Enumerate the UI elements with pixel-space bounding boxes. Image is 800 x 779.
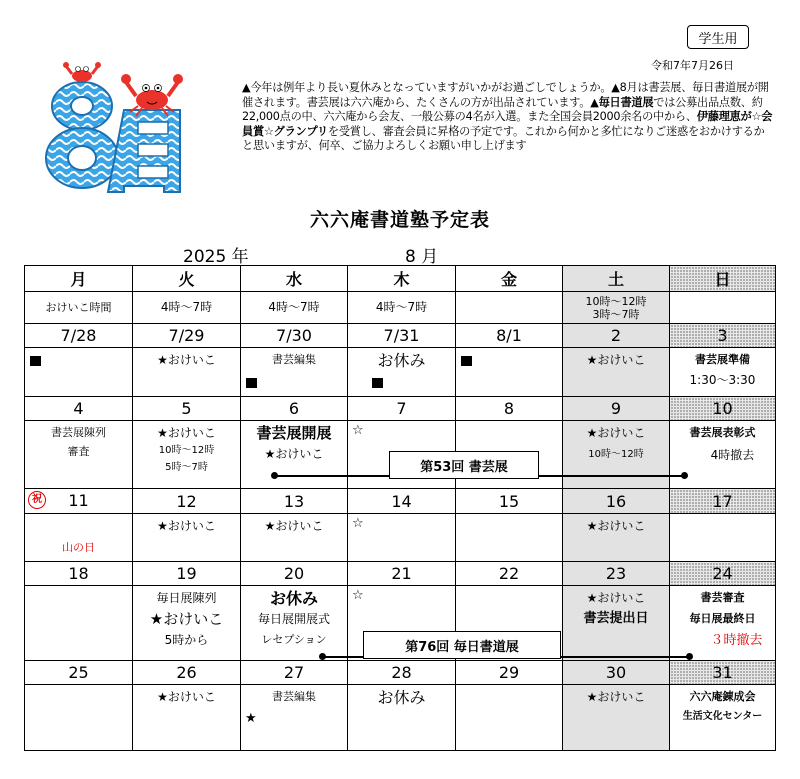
lesson-time-thu: 4時～7時	[375, 300, 428, 314]
weekday-header-row	[25, 266, 776, 292]
student-badge: 学生用	[687, 25, 749, 49]
event-time: 10時～12時	[588, 449, 644, 460]
lesson-time-sat-pm: 3時～7時	[592, 307, 640, 321]
event-text: ★おけいこ	[157, 353, 216, 367]
date-cell: 28	[348, 661, 456, 685]
event-time: 4時撤去	[710, 448, 755, 462]
month-label: 8 月	[405, 247, 439, 267]
schedule-calendar	[24, 265, 776, 751]
star-marker: ★	[245, 711, 257, 726]
date-cell: 7/29	[133, 324, 241, 348]
date-cell: 3	[670, 324, 776, 348]
event-text: ★おけいこ	[264, 447, 324, 461]
date-cell: 19	[133, 562, 241, 586]
weekday-thu: 木	[348, 266, 456, 292]
crab-icon-small	[63, 62, 101, 82]
week-5-dates	[25, 661, 776, 685]
event-text: 生活文化センター	[682, 711, 763, 722]
event-text: 書芸展開展	[256, 424, 332, 442]
week-3-events	[25, 514, 776, 562]
event-text: 書芸展準備	[695, 353, 750, 366]
month-kanji-graphic	[108, 110, 180, 192]
notice-paragraph: ▲今年は例年より長い夏休みとなっていますがいかがお過ごしでしょうか。▲8月は書芸展、毎日書道展が開催されます。書芸展は六六庵から、たくさんの方が出品されています。▲毎日書道展では公募出品点数、約22,000点の中、六六庵から会友、一般公募の4名が入選。また全国会員2000余名の中から、伊藤理恵が☆会員賞☆グランプリを受賞し、審査会員に昇格の予定です。これから何かと多忙になりご迷惑をおかけするかと思いますが、何卒、ご協力よろしくお願い申し上げます	[242, 81, 773, 153]
event-time: 5時～7時	[165, 462, 208, 473]
date-cell: 25	[25, 661, 133, 685]
event-text: 書芸提出日	[583, 611, 649, 626]
weekday-mon: 月	[25, 266, 133, 292]
august-logo	[14, 58, 214, 198]
event-text: 毎日展陳列	[156, 591, 217, 605]
weekday-sun: 日	[670, 266, 776, 292]
date-cell: 12	[133, 489, 241, 514]
event-text: ★おけいこ	[586, 591, 646, 605]
event-label-shogeiten: 第53回 書芸展	[389, 451, 539, 479]
event-text: ★おけいこ	[157, 690, 216, 704]
date-cell: 16	[563, 489, 670, 514]
week-3-dates	[25, 489, 776, 514]
date-cell: 2	[563, 324, 670, 348]
weekday-fri: 金	[456, 266, 563, 292]
date-cell: 8	[456, 397, 563, 421]
event-text: 毎日展最終日	[689, 612, 756, 625]
event-text: 毎日展開展式	[257, 612, 330, 626]
date-cell: 17	[670, 489, 776, 514]
week-5-events	[25, 685, 776, 751]
issue-date: 令和7年7月26日	[651, 59, 734, 72]
star-marker: ☆	[352, 423, 364, 438]
star-marker: ☆	[352, 516, 364, 531]
event-bar-end-dot	[686, 653, 693, 660]
date-cell: 30	[563, 661, 670, 685]
date-cell: 22	[456, 562, 563, 586]
event-text: ★おけいこ	[586, 690, 646, 704]
date-cell: 10	[670, 397, 776, 421]
weekday-wed: 水	[241, 266, 348, 292]
event-text: レセプション	[261, 633, 327, 646]
week-1-dates	[25, 324, 776, 348]
lesson-times-label: おけいこ時間	[45, 300, 112, 314]
event-time: ３時撤去	[710, 633, 763, 648]
holiday-name: 山の日	[62, 541, 95, 554]
event-text: ★おけいこ	[264, 519, 324, 533]
date-cell: 7/28	[25, 324, 133, 348]
event-text: 審査	[67, 445, 90, 458]
event-text: ★おけいこ	[586, 519, 646, 533]
lesson-time-fri	[456, 292, 563, 324]
week-4-dates	[25, 562, 776, 586]
event-text: ★おけいこ	[586, 426, 646, 440]
weekday-tue: 火	[133, 266, 241, 292]
date-cell: 23	[563, 562, 670, 586]
week-1-events	[25, 348, 776, 397]
event-time: 10時～12時	[158, 445, 215, 456]
date-cell: 20	[241, 562, 348, 586]
date-cell: 7/30	[241, 324, 348, 348]
event-text: 書芸編集	[272, 690, 316, 703]
event-text: ★おけいこ	[149, 610, 224, 628]
date-cell: 29	[456, 661, 563, 685]
event-text: ★おけいこ	[586, 353, 646, 367]
year-label: 2025 年	[183, 247, 249, 267]
star-marker: ☆	[352, 588, 364, 603]
event-time: 5時から	[164, 633, 209, 647]
date-cell: 27	[241, 661, 348, 685]
week-2-dates	[25, 397, 776, 421]
date-cell: 6	[241, 397, 348, 421]
date-cell: 8/1	[456, 324, 563, 348]
event-text: 書芸展陳列	[51, 426, 106, 439]
lesson-time-wed: 4時～7時	[268, 300, 320, 314]
square-marker	[30, 356, 41, 366]
number-8-graphic	[46, 82, 118, 188]
date-cell: 24	[670, 562, 776, 586]
date-cell: 18	[25, 562, 133, 586]
holiday-mark-icon: 祝	[28, 491, 46, 509]
date-cell: 13	[241, 489, 348, 514]
square-marker	[246, 378, 257, 388]
event-text: お休み	[377, 351, 426, 370]
event-label-mainichi: 第76回 毎日書道展	[363, 631, 561, 659]
date-cell: 9	[563, 397, 670, 421]
date-cell: 5	[133, 397, 241, 421]
event-text: 六六庵錬成会	[689, 690, 756, 703]
date-cell: 7	[348, 397, 456, 421]
event-text: ★おけいこ	[157, 519, 216, 533]
event-bar-end-dot	[681, 472, 688, 479]
date-cell: 11	[68, 491, 89, 510]
weekday-sat: 土	[563, 266, 670, 292]
event-text: お休み	[269, 589, 318, 608]
date-cell: 26	[133, 661, 241, 685]
square-marker	[372, 378, 383, 388]
date-cell: 15	[456, 489, 563, 514]
date-cell: 31	[670, 661, 776, 685]
date-cell: 4	[25, 397, 133, 421]
square-marker	[461, 356, 472, 366]
date-cell: 21	[348, 562, 456, 586]
page-title: 六六庵書道塾予定表	[309, 209, 490, 231]
date-cell: 7/31	[348, 324, 456, 348]
lesson-time-sat-am: 10時～12時	[585, 294, 647, 308]
event-text: 書芸編集	[272, 353, 316, 366]
event-text: ★おけいこ	[157, 426, 216, 440]
date-cell: 14	[348, 489, 456, 514]
event-text: お休み	[377, 688, 426, 707]
event-text: 書芸展表彰式	[689, 426, 756, 439]
lesson-times-row	[25, 292, 776, 324]
lesson-time-tue: 4時～7時	[160, 300, 213, 314]
event-text: 書芸審査	[700, 591, 745, 604]
event-time: 1:30～3:30	[689, 373, 756, 387]
